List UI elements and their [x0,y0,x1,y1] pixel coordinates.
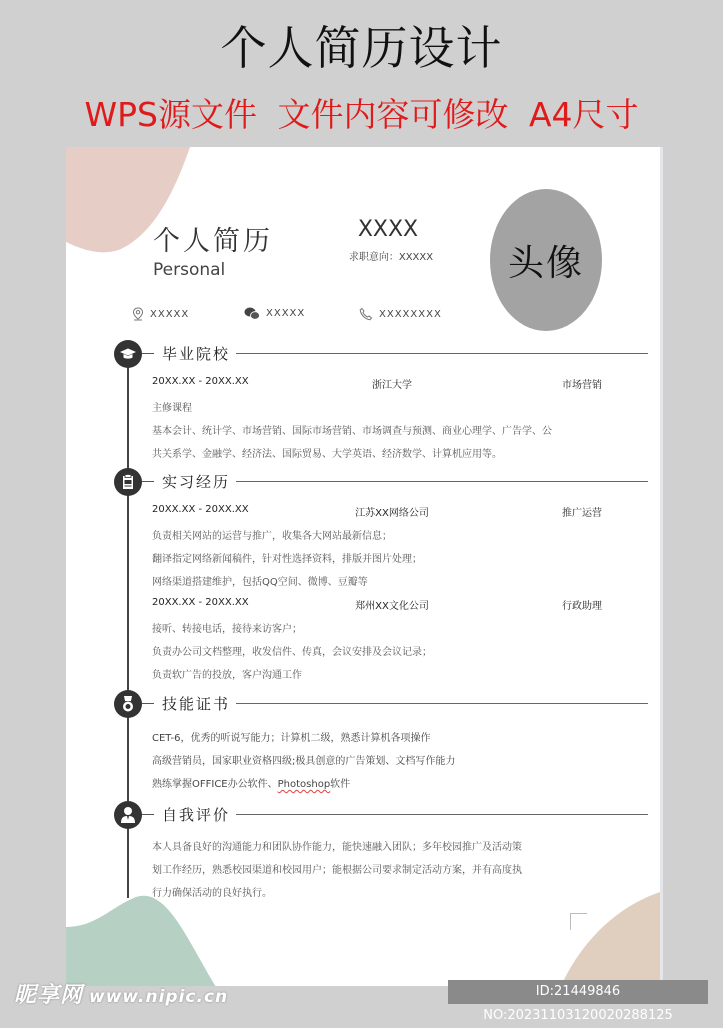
entry-date: 20XX.XX - 20XX.XX [152,597,249,608]
contact-location-value: XXXXX [150,308,190,320]
internship-line: 负责相关网站的运营与推广，收集各大网站最新信息； [152,531,392,542]
section-divider [236,814,648,815]
wechat-icon [244,307,260,320]
resume-title: 个人简历 [153,226,273,257]
section-tick [142,703,154,704]
education-line: 基本会计、统计学、市场营销、国际市场营销、市场调查与预测、商业心理学、广告学、公 [152,426,552,437]
phone-icon [359,307,373,321]
section-tick [142,353,154,354]
education-line: 主修课程 [152,403,192,414]
section-title: 自我评价 [162,806,231,824]
contact-phone-value: XXXXXXXX [379,308,442,320]
entry-org: 郑州XX文化公司 [355,601,429,612]
section-divider [236,703,648,704]
section-divider [236,353,648,354]
skill-line: 高级营销员，国家职业资格四级;极具创意的广告策划、文档写作能力 [152,756,456,767]
self-evaluation-line: 本人具备良好的沟通能力和团队协作能力，能快速融入团队；多年校园推广及活动策 [152,842,522,853]
internship-line: 负责软广告的投放，客户沟通工作 [152,670,302,681]
section-title: 技能证书 [162,695,231,713]
resume-subtitle: Personal [153,260,226,275]
section-divider [236,481,648,482]
entry-role: 推广运营 [562,508,602,519]
internship-line: 网络渠道搭建维护，包括QQ空间、微博、豆瓣等 [152,577,368,588]
section-title: 实习经历 [162,473,231,491]
section-title: 毕业院校 [162,345,231,363]
entry-role: 行政助理 [562,601,602,612]
skill-line [152,775,350,790]
skill-text: 软件 [330,779,351,790]
skill-text: 熟练掌握OFFICE办公软件、 [152,779,278,790]
person-icon [114,801,142,829]
crop-mark [570,913,587,930]
education-line: 共关系学、金融学、经济法、国际贸易、大学英语、经济数学、计算机应用等。 [152,449,502,460]
banner-subtitle: WPS源文件 文件内容可修改 A4尺寸 [84,95,639,134]
avatar-placeholder[interactable] [490,189,602,331]
section-skills-header [114,690,602,718]
entry-date: 20XX.XX - 20XX.XX [152,504,249,515]
section-self-evaluation-header [114,801,602,829]
section-education-header [114,340,602,368]
contact-location [132,307,189,321]
watermark-site: 昵享网 [14,983,84,1008]
graduation-cap-icon [114,340,142,368]
internship-line: 翻译指定网络新闻稿件，针对性选择资料，排版并图片处理； [152,554,422,565]
contact-wechat-value: XXXXX [266,308,306,319]
resume-page [66,147,663,986]
medal-icon [114,690,142,718]
watermark-url: www.nipic.cn [89,987,229,1007]
internship-line: 接听、转接电话，接待来访客户； [152,624,302,635]
location-pin-icon [132,307,144,321]
contact-phone [359,307,442,321]
contact-wechat [244,307,305,320]
green-blob-decoration [66,887,226,986]
watermark-logo [14,978,228,1009]
watermark-id: ID:21449846 NO:20231103120020288125 [448,980,708,1004]
candidate-name: XXXX [357,217,419,242]
banner-title: 个人简历设计 [220,21,503,75]
entry-role: 市场营销 [562,380,602,391]
skill-line: CET-6，优秀的听说写能力；计算机二级，熟悉计算机各项操作 [152,733,431,744]
avatar-label: 头像 [507,242,584,284]
spellcheck-highlight: Photoshop [277,779,331,790]
self-evaluation-line: 划工作经历，熟悉校园渠道和校园用户；能根据公司要求制定活动方案，并有高度执 [152,865,522,876]
internship-line: 负责办公司文档整理，收发信件、传真，会议安排及会议记录； [152,647,432,658]
entry-org: 江苏XX网络公司 [355,508,429,519]
tan-blob-decoration [556,882,660,986]
entry-org: 浙江大学 [372,380,412,391]
self-evaluation-line: 行力确保活动的良好执行。 [152,888,272,899]
entry-date: 20XX.XX - 20XX.XX [152,376,249,387]
job-intent: 求职意向：XXXXX [348,252,434,263]
section-tick [142,814,154,815]
section-tick [142,481,154,482]
document-icon [114,468,142,496]
section-internship-header [114,468,602,496]
